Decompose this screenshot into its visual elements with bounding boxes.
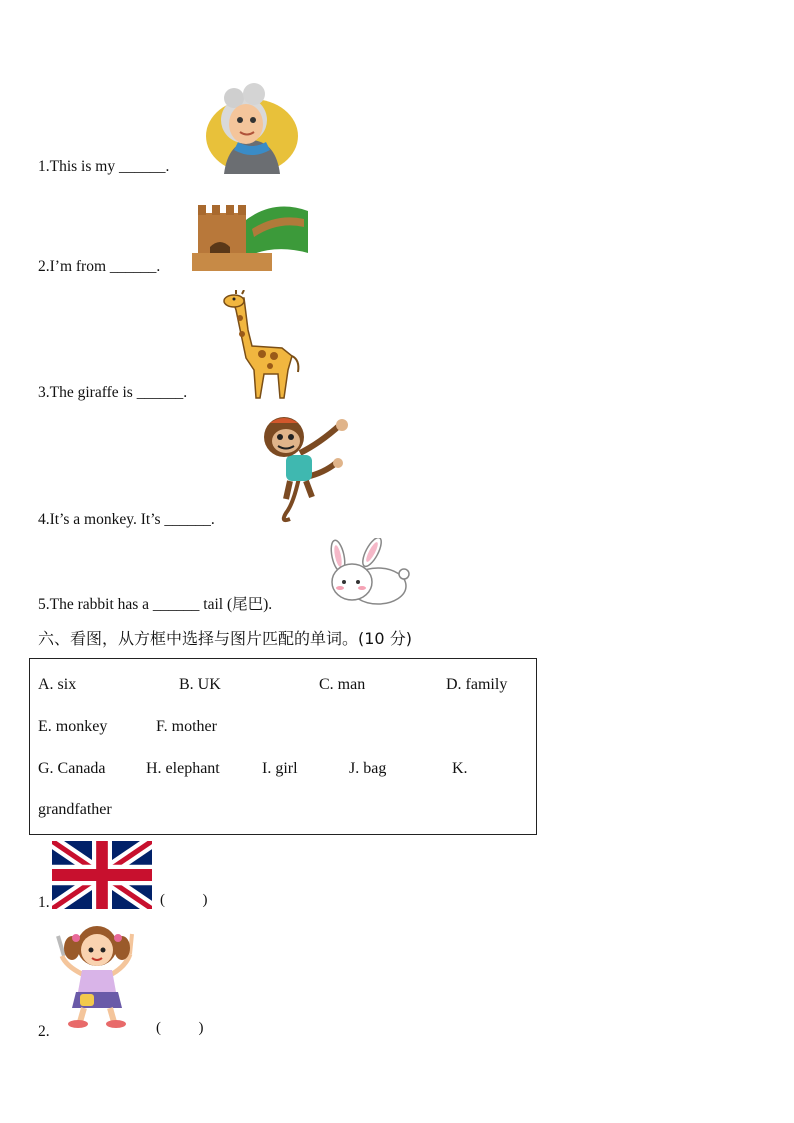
section-6-heading: 六、看图，从方框中选择与图片匹配的单词。(10 分) [38, 629, 412, 648]
uk-flag-picture [52, 841, 152, 909]
girl-picture [52, 922, 142, 1030]
option-h: H. elephant [146, 760, 220, 777]
giraffe-picture [222, 290, 302, 400]
monkey-picture [260, 413, 356, 525]
item-1-number: 1. [38, 894, 50, 911]
question-2: 2.I’m from ______. [38, 258, 161, 275]
monkey-icon [260, 413, 356, 525]
option-e: E. monkey [38, 718, 108, 735]
item-2-number: 2. [38, 1023, 50, 1040]
uk-flag-icon [52, 841, 152, 909]
question-3: 3.The giraffe is ______. [38, 384, 188, 401]
word-bank-box [29, 658, 537, 835]
giraffe-icon [222, 290, 302, 400]
option-f: F. mother [156, 718, 217, 735]
grandmother-picture [204, 80, 300, 174]
rabbit-icon [328, 538, 410, 608]
rabbit-picture [328, 538, 410, 608]
option-i: I. girl [262, 760, 298, 777]
option-j: J. bag [349, 760, 387, 777]
option-c: C. man [319, 676, 366, 693]
great-wall-icon [192, 193, 310, 271]
item-2-answer-blank[interactable]: ( ) [156, 1020, 204, 1036]
question-1: 1.This is my ______. [38, 158, 170, 175]
option-b: B. UK [179, 676, 221, 693]
option-a: A. six [38, 676, 77, 693]
option-k-word: grandfather [38, 801, 112, 818]
option-k: K. [452, 760, 468, 777]
great-wall-picture [192, 193, 310, 271]
girl-icon [52, 922, 142, 1030]
option-d: D. family [446, 676, 508, 693]
grandmother-icon [204, 80, 300, 174]
option-g: G. Canada [38, 760, 106, 777]
item-1-answer-blank[interactable]: ( ) [160, 892, 208, 908]
question-4: 4.It’s a monkey. It’s ______. [38, 511, 215, 528]
question-5: 5.The rabbit has a ______ tail (尾巴). [38, 596, 273, 613]
